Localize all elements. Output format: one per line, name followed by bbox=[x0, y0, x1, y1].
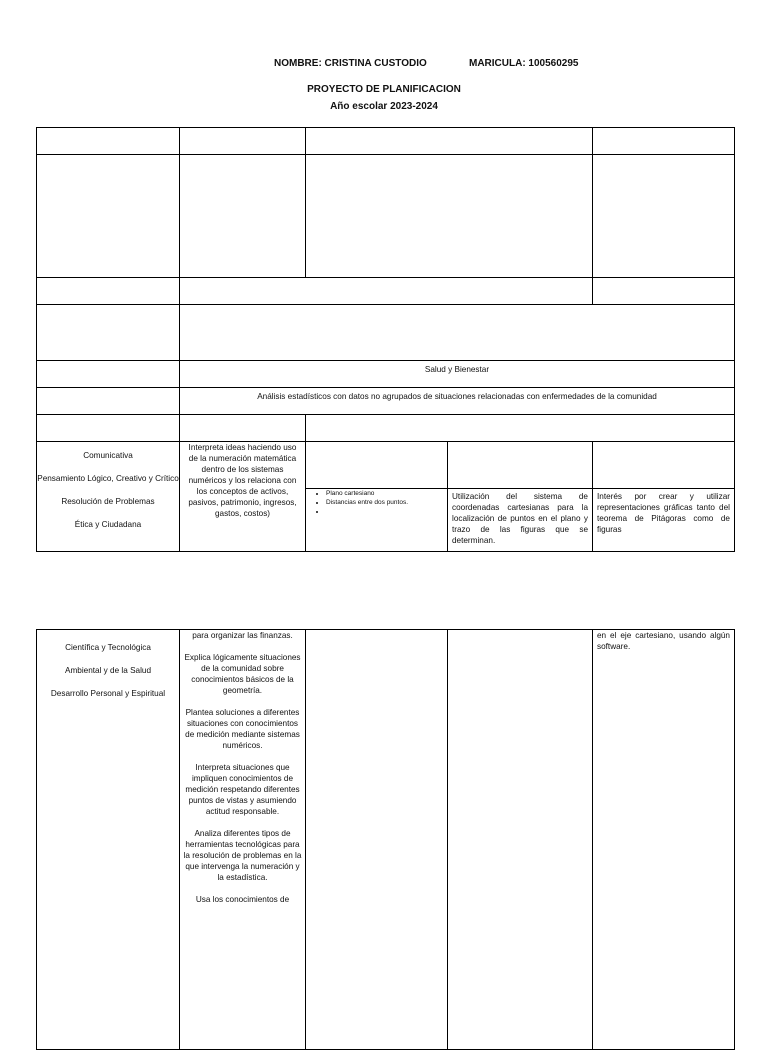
table-cell bbox=[37, 415, 180, 442]
list-item: • Distancias entre dos puntos. bbox=[326, 499, 447, 507]
table-cell bbox=[180, 415, 306, 442]
competency: Ética y Ciudadana bbox=[74, 520, 142, 529]
table-cell bbox=[180, 155, 306, 278]
table-cell bbox=[593, 155, 735, 278]
table-cell bbox=[37, 361, 180, 388]
table-cell bbox=[37, 305, 180, 361]
table-cell bbox=[37, 388, 180, 415]
procedural-cell: Utilización del sistema de coordenadas cartesianas para la localización de puntos en el plano y trazo de las figuras que se determinan. bbox=[448, 489, 593, 552]
table-cell bbox=[448, 442, 593, 489]
table-cell bbox=[448, 630, 593, 1050]
header bbox=[0, 58, 768, 72]
table-cell bbox=[306, 415, 735, 442]
competency: Desarrollo Personal y Espiritual bbox=[50, 689, 166, 698]
student-matricula: MARICULA: 100560295 bbox=[469, 58, 579, 69]
table-cell bbox=[306, 128, 593, 155]
table-cell bbox=[180, 305, 735, 361]
theme-row: Salud y Bienestar bbox=[180, 361, 735, 388]
analysis-row: Análisis estadísticos con datos no agrupados de situaciones relacionadas con enfermedades de la comunidad bbox=[180, 388, 735, 415]
table-cell bbox=[37, 278, 180, 305]
table-cell bbox=[593, 128, 735, 155]
indicator: Usa los conocimientos de bbox=[195, 895, 290, 904]
competency: Ambiental y de la Salud bbox=[64, 666, 152, 675]
student-name: NOMBRE: CRISTINA CUSTODIO bbox=[274, 58, 427, 69]
list-item bbox=[326, 508, 447, 516]
list-item: • Plano cartesiano bbox=[326, 490, 447, 498]
competency: Pensamiento Lógico, Creativo y Crítico bbox=[37, 474, 179, 483]
document-title: PROYECTO DE PLANIFICACION bbox=[307, 84, 461, 95]
content-cell bbox=[306, 489, 448, 552]
indicator-cell bbox=[180, 630, 306, 1050]
competencies-cell bbox=[37, 442, 180, 552]
table-cell bbox=[593, 442, 735, 489]
indicator: para organizar las finanzas. bbox=[192, 631, 293, 640]
table-cell bbox=[306, 155, 593, 278]
indicator: Explica lógicamente situaciones de la comunidad sobre conocimientos básicos de la geometría. bbox=[184, 653, 301, 695]
indicator: Plantea soluciones a diferentes situaciones con conocimientos de medición mediante sistemas numéricos. bbox=[185, 708, 300, 750]
table-cell bbox=[306, 442, 448, 489]
competencies-cell bbox=[37, 630, 180, 1050]
table-cell bbox=[306, 630, 448, 1050]
indicator: Interpreta situaciones que impliquen conocimientos de medición respetando diferentes puntos de vistas y asumiendo actitud responsable. bbox=[185, 763, 300, 816]
table-cell bbox=[37, 155, 180, 278]
competency: Científica y Tecnológica bbox=[65, 643, 151, 652]
planning-table-continued bbox=[36, 629, 735, 1050]
indicator: Analiza diferentes tipos de herramientas tecnológicas para la resolución de problemas en la que intervenga la numeración y la estadística. bbox=[183, 829, 302, 882]
attitudinal-cell: Interés por crear y utilizar representaciones gráficas tanto del teorema de Pitágoras como de figuras bbox=[593, 489, 735, 552]
planning-table bbox=[36, 127, 735, 552]
content-list bbox=[306, 490, 447, 516]
indicator-cell: Interpreta ideas haciendo uso de la numeración matemática dentro de los sistemas numéricos y los relaciona con los conceptos de activos, pasivos, patrimonio, ingresos, gastos, costos) bbox=[180, 442, 306, 552]
attitudinal-cell: en el eje cartesiano, usando algún software. bbox=[593, 630, 735, 1050]
competency: Comunicativa bbox=[83, 451, 133, 460]
table-cell bbox=[37, 128, 180, 155]
table-cell bbox=[180, 128, 306, 155]
table-cell bbox=[180, 278, 593, 305]
table-cell bbox=[593, 278, 735, 305]
school-year: Año escolar 2023-2024 bbox=[330, 101, 438, 112]
competency: Resolución de Problemas bbox=[61, 497, 155, 506]
